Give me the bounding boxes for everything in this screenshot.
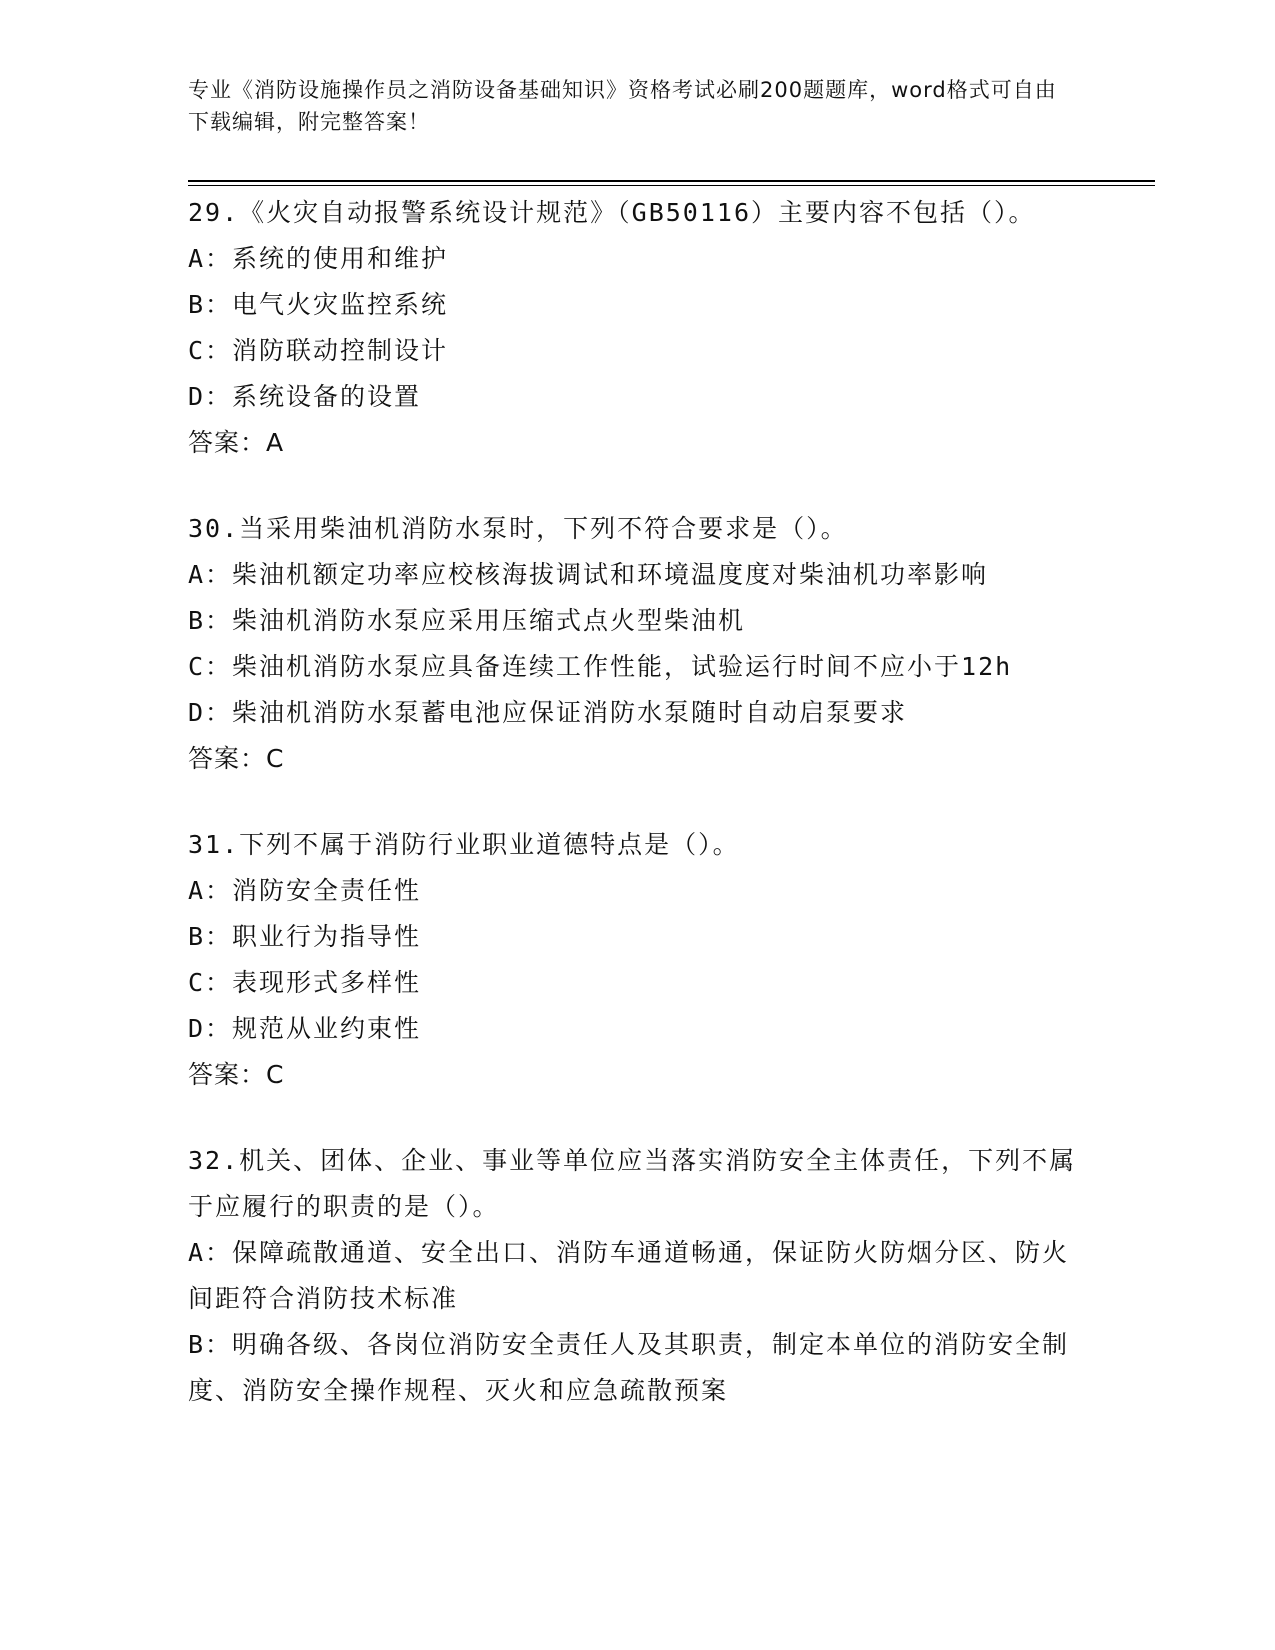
option-d: D：规范从业约束性 — [188, 1014, 422, 1043]
option-c: C：表现形式多样性 — [188, 968, 422, 997]
header-divider-thin — [188, 185, 1155, 186]
question-32 — [188, 1138, 1088, 1414]
answer: 答案：C — [188, 744, 285, 773]
question-29 — [188, 190, 1088, 466]
answer: 答案：C — [188, 1060, 285, 1089]
option-a: A：系统的使用和维护 — [188, 244, 449, 273]
option-b: B：柴油机消防水泵应采用压缩式点火型柴油机 — [188, 606, 746, 635]
question-stem: 31.下列不属于消防行业职业道德特点是（）。 — [188, 830, 740, 859]
option-b: B：明确各级、各岗位消防安全责任人及其职责，制定本单位的消防安全制度、消防安全操作规程、灭火和应急疏散预案 — [188, 1330, 1070, 1405]
option-c: C：柴油机消防水泵应具备连续工作性能，试验运行时间不应小于12h — [188, 652, 1013, 681]
answer: 答案：A — [188, 428, 285, 457]
header-divider — [188, 180, 1155, 182]
question-30 — [188, 506, 1088, 782]
option-b: B：电气火灾监控系统 — [188, 290, 449, 319]
question-list — [188, 190, 1088, 1454]
question-stem: 30.当采用柴油机消防水泵时，下列不符合要求是（）。 — [188, 514, 848, 543]
option-a: A：保障疏散通道、安全出口、消防车通道畅通，保证防火防烟分区、防火间距符合消防技术标准 — [188, 1238, 1070, 1313]
option-d: D：系统设备的设置 — [188, 382, 422, 411]
question-stem: 29.《火灾自动报警系统设计规范》（GB50116）主要内容不包括（）。 — [188, 198, 1036, 227]
question-stem: 32.机关、团体、企业、事业等单位应当落实消防安全主体责任，下列不属于应履行的职责的是（）。 — [188, 1146, 1077, 1221]
option-a: A：柴油机额定功率应校核海拔调试和环境温度度对柴油机功率影响 — [188, 560, 989, 589]
option-a: A：消防安全责任性 — [188, 876, 422, 905]
option-c: C：消防联动控制设计 — [188, 336, 449, 365]
document-header: 专业《消防设施操作员之消防设备基础知识》资格考试必刷200题题库，word格式可自由下载编辑，附完整答案！ — [188, 78, 1057, 134]
option-d: D：柴油机消防水泵蓄电池应保证消防水泵随时自动启泵要求 — [188, 698, 908, 727]
question-31 — [188, 822, 1088, 1098]
option-b: B：职业行为指导性 — [188, 922, 422, 951]
